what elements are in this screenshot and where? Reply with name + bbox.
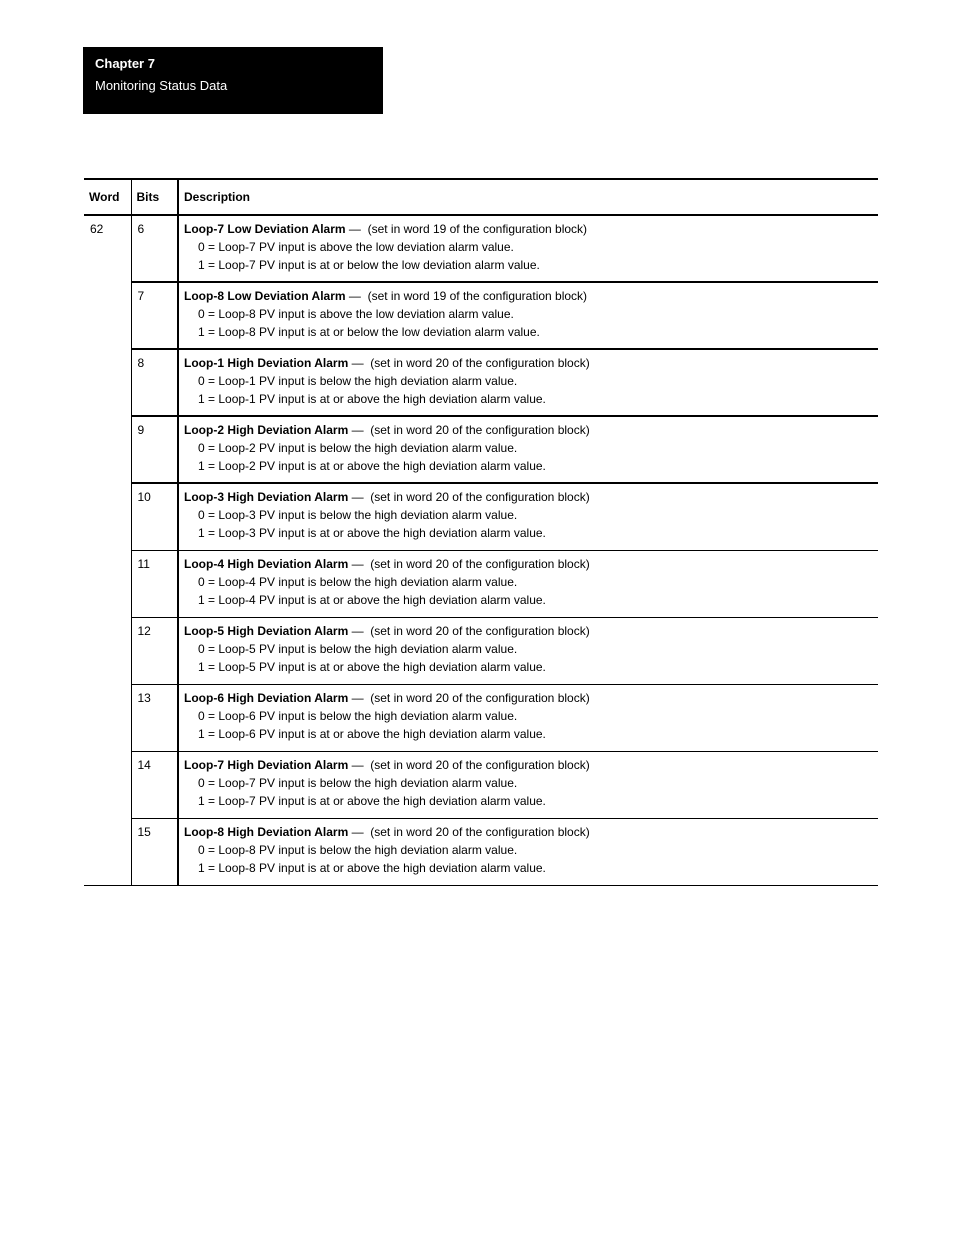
value-one-line: 1 = Loop-8 PV input is at or below the low deviation alarm value.: [198, 325, 540, 339]
bit-cell: 8: [131, 349, 178, 416]
value-zero-line: 0 = Loop-7 PV input is above the low deviation alarm value.: [198, 240, 514, 254]
description-cell: [178, 349, 878, 416]
alarm-name: Loop-7 Low Deviation Alarm: [184, 222, 346, 236]
table-row: [84, 282, 878, 349]
em-dash: —: [348, 289, 361, 303]
bit-cell: 11: [131, 550, 178, 617]
description-cell: [178, 617, 878, 684]
alarm-name: Loop-3 High Deviation Alarm: [184, 490, 349, 504]
description-title: [184, 356, 878, 370]
em-dash: —: [351, 423, 364, 437]
config-reference: (set in word 20 of the configuration block): [370, 423, 590, 437]
value-zero-line: 0 = Loop-7 PV input is below the high deviation alarm value.: [198, 775, 518, 790]
table-row: [84, 215, 878, 282]
config-reference: (set in word 20 of the configuration block): [370, 757, 590, 772]
bit-cell: 6: [131, 215, 178, 282]
value-one-line: 1 = Loop-8 PV input is at or above the high deviation alarm value.: [198, 860, 546, 875]
config-reference: (set in word 20 of the configuration block): [370, 623, 590, 638]
alarm-name: Loop-2 High Deviation Alarm: [184, 423, 349, 437]
chapter-header: [83, 47, 383, 114]
alarm-name: Loop-8 High Deviation Alarm: [184, 824, 349, 839]
value-zero-line: 0 = Loop-8 PV input is below the high deviation alarm value.: [198, 842, 518, 857]
config-reference: (set in word 20 of the configuration block): [370, 356, 590, 370]
em-dash: —: [348, 222, 361, 236]
chapter-title: Monitoring Status Data: [95, 78, 228, 93]
value-one-line: 1 = Loop-4 PV input is at or above the high deviation alarm value.: [198, 592, 546, 607]
value-one-line: 1 = Loop-7 PV input is at or above the high deviation alarm value.: [198, 793, 546, 808]
value-zero-line: 0 = Loop-1 PV input is below the high deviation alarm value.: [198, 374, 518, 388]
bit-cell: 15: [131, 818, 178, 885]
table-row: [84, 751, 878, 818]
value-zero-line: 0 = Loop-6 PV input is below the high deviation alarm value.: [198, 708, 518, 723]
table-header-row: [84, 179, 878, 215]
description-cell: [178, 416, 878, 483]
table-row: [84, 483, 878, 550]
column-header-description: Description: [178, 179, 878, 215]
description-title: [184, 624, 878, 638]
table-row: [84, 684, 878, 751]
em-dash: —: [351, 356, 364, 370]
em-dash: —: [351, 757, 364, 772]
alarm-name: Loop-5 High Deviation Alarm: [184, 623, 349, 638]
value-one-line: 1 = Loop-7 PV input is at or below the low deviation alarm value.: [198, 258, 540, 272]
em-dash: —: [351, 556, 364, 571]
bit-cell: 7: [131, 282, 178, 349]
description-title: [184, 423, 878, 437]
config-reference: (set in word 19 of the configuration block): [367, 222, 588, 236]
description-cell: [178, 818, 878, 885]
value-zero-line: 0 = Loop-3 PV input is below the high deviation alarm value.: [198, 508, 518, 522]
description-title: [184, 825, 878, 839]
column-header-bits: Bits: [131, 179, 178, 215]
config-reference: (set in word 20 of the configuration block): [370, 690, 590, 705]
description-title: [184, 289, 878, 303]
value-zero-line: 0 = Loop-2 PV input is below the high deviation alarm value.: [198, 441, 518, 455]
bit-cell: 13: [131, 684, 178, 751]
value-zero-line: 0 = Loop-5 PV input is below the high deviation alarm value.: [198, 641, 518, 656]
value-one-line: 1 = Loop-1 PV input is at or above the high deviation alarm value.: [198, 392, 546, 406]
description-title: [184, 691, 878, 705]
config-reference: (set in word 20 of the configuration block): [370, 824, 590, 839]
table-row: [84, 416, 878, 483]
description-title: [184, 557, 878, 571]
alarm-name: Loop-7 High Deviation Alarm: [184, 757, 349, 772]
description-cell: [178, 751, 878, 818]
column-header-word: Word: [84, 179, 131, 215]
alarm-name: Loop-4 High Deviation Alarm: [184, 556, 349, 571]
config-reference: (set in word 20 of the configuration block): [370, 556, 590, 571]
description-title: [184, 490, 878, 504]
description-cell: [178, 215, 878, 282]
value-one-line: 1 = Loop-5 PV input is at or above the high deviation alarm value.: [198, 659, 546, 674]
bit-cell: 9: [131, 416, 178, 483]
config-reference: (set in word 19 of the configuration block): [367, 289, 588, 303]
em-dash: —: [351, 490, 364, 504]
description-title: [184, 222, 878, 236]
chapter-label: Chapter 7: [95, 56, 155, 71]
word-cell: 62: [84, 215, 131, 885]
alarm-name: Loop-6 High Deviation Alarm: [184, 690, 349, 705]
em-dash: —: [351, 623, 364, 638]
value-one-line: 1 = Loop-3 PV input is at or above the high deviation alarm value.: [198, 526, 546, 540]
table-row: [84, 550, 878, 617]
bit-cell: 14: [131, 751, 178, 818]
em-dash: —: [351, 690, 364, 705]
bit-cell: 10: [131, 483, 178, 550]
description-cell: [178, 282, 878, 349]
bit-cell: 12: [131, 617, 178, 684]
status-data-table: [84, 178, 878, 886]
table-row: [84, 818, 878, 885]
alarm-name: Loop-8 Low Deviation Alarm: [184, 289, 346, 303]
description-cell: [178, 550, 878, 617]
alarm-name: Loop-1 High Deviation Alarm: [184, 356, 349, 370]
description-cell: [178, 684, 878, 751]
value-zero-line: 0 = Loop-8 PV input is above the low deviation alarm value.: [198, 307, 514, 321]
config-reference: (set in word 20 of the configuration block): [370, 490, 590, 504]
description-cell: [178, 483, 878, 550]
em-dash: —: [351, 824, 364, 839]
value-one-line: 1 = Loop-2 PV input is at or above the high deviation alarm value.: [198, 459, 546, 473]
value-zero-line: 0 = Loop-4 PV input is below the high deviation alarm value.: [198, 574, 518, 589]
description-title: [184, 758, 878, 772]
value-one-line: 1 = Loop-6 PV input is at or above the high deviation alarm value.: [198, 726, 546, 741]
table-row: [84, 617, 878, 684]
table-row: [84, 349, 878, 416]
